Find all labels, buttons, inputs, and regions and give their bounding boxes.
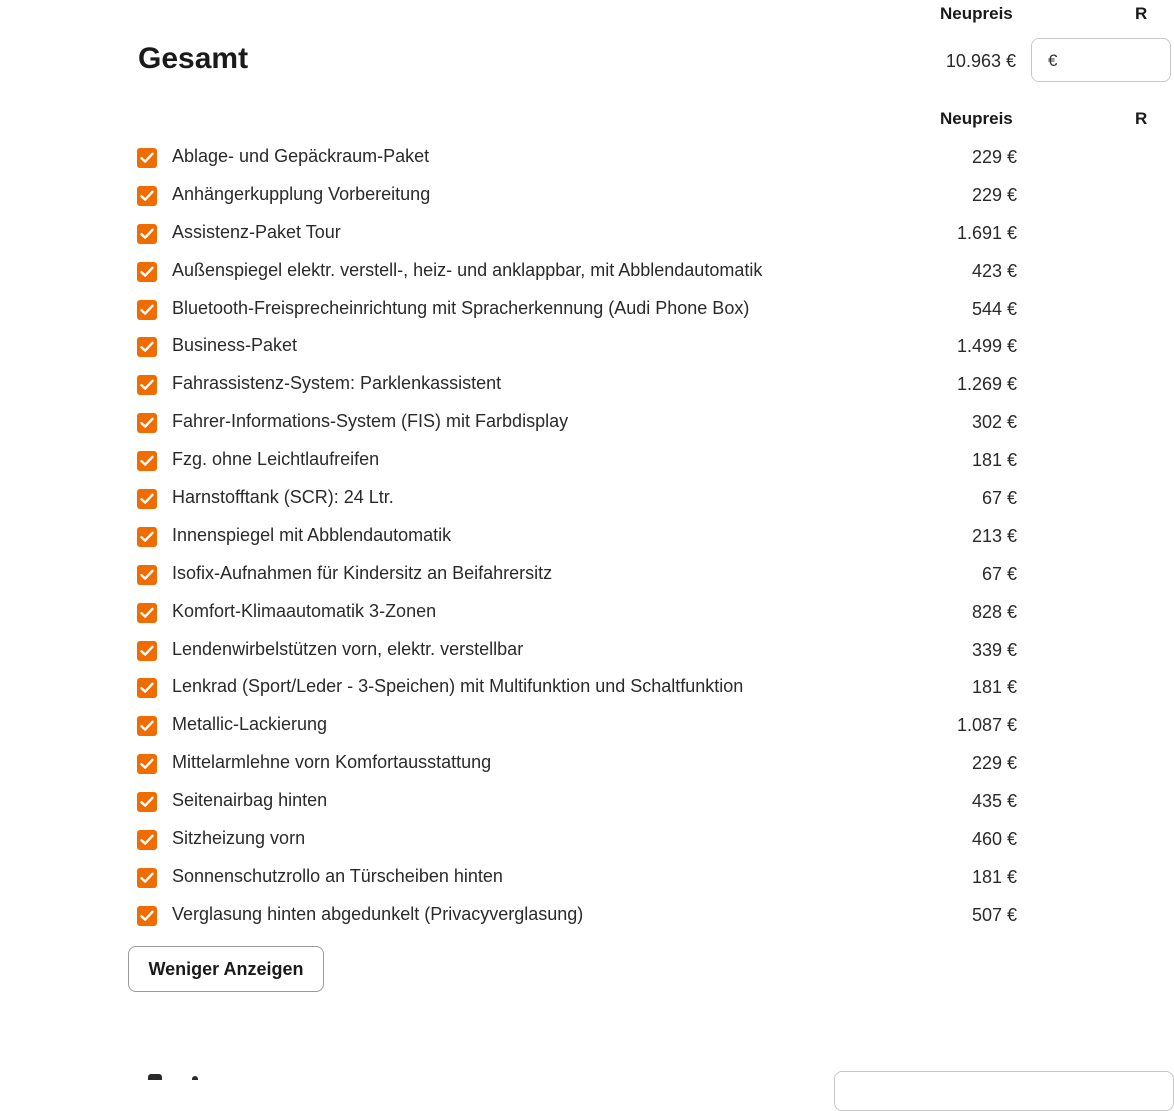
checkmark-icon	[140, 152, 154, 164]
option-label: Sitzheizung vorn	[172, 828, 306, 849]
checkmark-icon	[140, 266, 154, 278]
option-label: Bluetooth-Freisprecheinrichtung mit Spracherkennung (Audi Phone Box)	[172, 297, 750, 318]
option-label: Komfort-Klimaautomatik 3-Zonen	[172, 600, 437, 621]
option-checkbox[interactable]	[137, 148, 157, 168]
option-label: Mittelarmlehne vorn Komfortausstattung	[172, 752, 492, 773]
checkmark-icon	[140, 910, 154, 922]
option-price: 507 €	[971, 904, 1017, 925]
option-checkbox[interactable]	[137, 641, 157, 661]
option-label: Assistenz-Paket Tour	[172, 221, 341, 242]
option-price: 435 €	[971, 791, 1017, 812]
checkmark-icon	[140, 341, 154, 353]
option-row	[137, 214, 1017, 252]
option-row	[137, 858, 1017, 896]
option-checkbox[interactable]	[137, 906, 157, 926]
price-input-field[interactable]	[1031, 38, 1171, 82]
gesamt-title: Gesamt	[138, 42, 249, 75]
option-row	[137, 820, 1017, 858]
option-checkbox[interactable]	[137, 300, 157, 320]
option-label: Innenspiegel mit Abblendautomatik	[172, 524, 452, 545]
checkmark-icon	[140, 796, 154, 808]
option-checkbox[interactable]	[137, 262, 157, 282]
option-price: 302 €	[971, 412, 1017, 433]
checkmark-icon	[140, 190, 154, 202]
option-checkbox[interactable]	[137, 451, 157, 471]
option-label: Verglasung hinten abgedunkelt (Privacyverglasung)	[172, 903, 584, 924]
option-price: 1.269 €	[956, 374, 1017, 395]
checkmark-icon	[140, 682, 154, 694]
option-row	[137, 517, 1017, 555]
option-row	[137, 593, 1017, 631]
option-price: 181 €	[971, 677, 1017, 698]
option-checkbox[interactable]	[137, 489, 157, 509]
option-label: Fahrer-Informations-System (FIS) mit Farbdisplay	[172, 411, 569, 432]
option-checkbox[interactable]	[137, 754, 157, 774]
option-label: Harnstofftank (SCR): 24 Ltr.	[172, 487, 394, 508]
show-less-button[interactable]: Weniger Anzeigen	[128, 946, 324, 992]
checkmark-icon	[140, 872, 154, 884]
option-checkbox[interactable]	[137, 337, 157, 357]
option-row	[137, 896, 1017, 934]
option-label: Business-Paket	[172, 335, 298, 356]
checkmark-icon	[140, 455, 154, 467]
option-label: Fahrassistenz-System: Parklenkassistent	[172, 373, 502, 394]
option-label: Metallic-Lackierung	[172, 714, 328, 735]
option-checkbox[interactable]	[137, 830, 157, 850]
option-label: Seitenairbag hinten	[172, 790, 328, 811]
cutoff-heading-fragment	[148, 1074, 162, 1080]
option-checkbox[interactable]	[137, 678, 157, 698]
option-row	[137, 327, 1017, 365]
option-row	[137, 668, 1017, 706]
option-row	[137, 479, 1017, 517]
option-checkbox[interactable]	[137, 186, 157, 206]
option-row	[137, 782, 1017, 820]
option-price: 213 €	[971, 525, 1017, 546]
gesamt-neupreis: 10.963 €	[945, 51, 1016, 71]
checkmark-icon	[140, 720, 154, 732]
option-row	[137, 365, 1017, 403]
option-price: 1.499 €	[956, 336, 1017, 357]
option-row	[137, 555, 1017, 593]
option-price: 460 €	[971, 829, 1017, 850]
option-row	[137, 252, 1017, 290]
option-label: Ablage- und Gepäckraum-Paket	[172, 146, 430, 166]
checkmark-icon	[140, 304, 154, 316]
option-row	[137, 631, 1017, 669]
option-row	[137, 441, 1017, 479]
option-price: 423 €	[971, 260, 1017, 281]
option-price: 1.087 €	[956, 715, 1017, 736]
option-row	[137, 706, 1017, 744]
cutoff-heading-fragment	[192, 1076, 198, 1080]
option-checkbox[interactable]	[137, 565, 157, 585]
option-checkbox[interactable]	[137, 716, 157, 736]
options-column-header-r: R	[1135, 109, 1148, 128]
column-header-neupreis: Neupreis	[940, 4, 1013, 23]
option-checkbox[interactable]	[137, 375, 157, 395]
checkmark-icon	[140, 228, 154, 240]
option-row	[137, 744, 1017, 782]
option-row	[137, 403, 1017, 441]
option-label: Außenspiegel elektr. verstell-, heiz- und anklappbar, mit Abblendautomatik	[172, 259, 763, 280]
option-label: Fzg. ohne Leichtlaufreifen	[172, 449, 380, 470]
currency-symbol: €	[1048, 51, 1058, 70]
checkmark-icon	[140, 758, 154, 770]
option-checkbox[interactable]	[137, 527, 157, 547]
option-label: Isofix-Aufnahmen für Kindersitz an Beifahrersitz	[172, 562, 553, 583]
option-price: 229 €	[971, 147, 1017, 167]
checkmark-icon	[140, 417, 154, 429]
option-price: 339 €	[971, 639, 1017, 660]
checkmark-icon	[140, 645, 154, 657]
option-checkbox[interactable]	[137, 413, 157, 433]
option-row	[137, 176, 1017, 214]
options-list	[137, 138, 1017, 934]
checkmark-icon	[140, 531, 154, 543]
options-column-header-neupreis: Neupreis	[940, 109, 1013, 128]
option-label: Lenkrad (Sport/Leder - 3-Speichen) mit Multifunktion und Schaltfunktion	[172, 676, 744, 697]
cutoff-input-field[interactable]	[834, 1071, 1174, 1111]
option-price: 1.691 €	[956, 222, 1017, 243]
option-price: 229 €	[971, 753, 1017, 774]
option-label: Anhängerkupplung Vorbereitung	[172, 183, 431, 204]
column-header-r: R	[1135, 4, 1148, 23]
option-checkbox[interactable]	[137, 868, 157, 888]
option-checkbox[interactable]	[137, 603, 157, 623]
option-price: 544 €	[971, 298, 1017, 319]
checkmark-icon	[140, 834, 154, 846]
option-price: 181 €	[971, 866, 1017, 887]
option-label: Sonnenschutzrollo an Türscheiben hinten	[172, 865, 503, 886]
option-checkbox[interactable]	[137, 224, 157, 244]
option-price: 67 €	[981, 563, 1017, 584]
checkmark-icon	[140, 493, 154, 505]
option-label: Lendenwirbelstützen vorn, elektr. verstellbar	[172, 638, 524, 659]
option-row	[137, 138, 1017, 176]
checkmark-icon	[140, 569, 154, 581]
option-row	[137, 290, 1017, 328]
option-checkbox[interactable]	[137, 792, 157, 812]
option-price: 229 €	[971, 184, 1017, 205]
checkmark-icon	[140, 607, 154, 619]
option-price: 67 €	[981, 488, 1017, 509]
option-price: 828 €	[971, 601, 1017, 622]
checkmark-icon	[140, 379, 154, 391]
option-price: 181 €	[971, 450, 1017, 471]
